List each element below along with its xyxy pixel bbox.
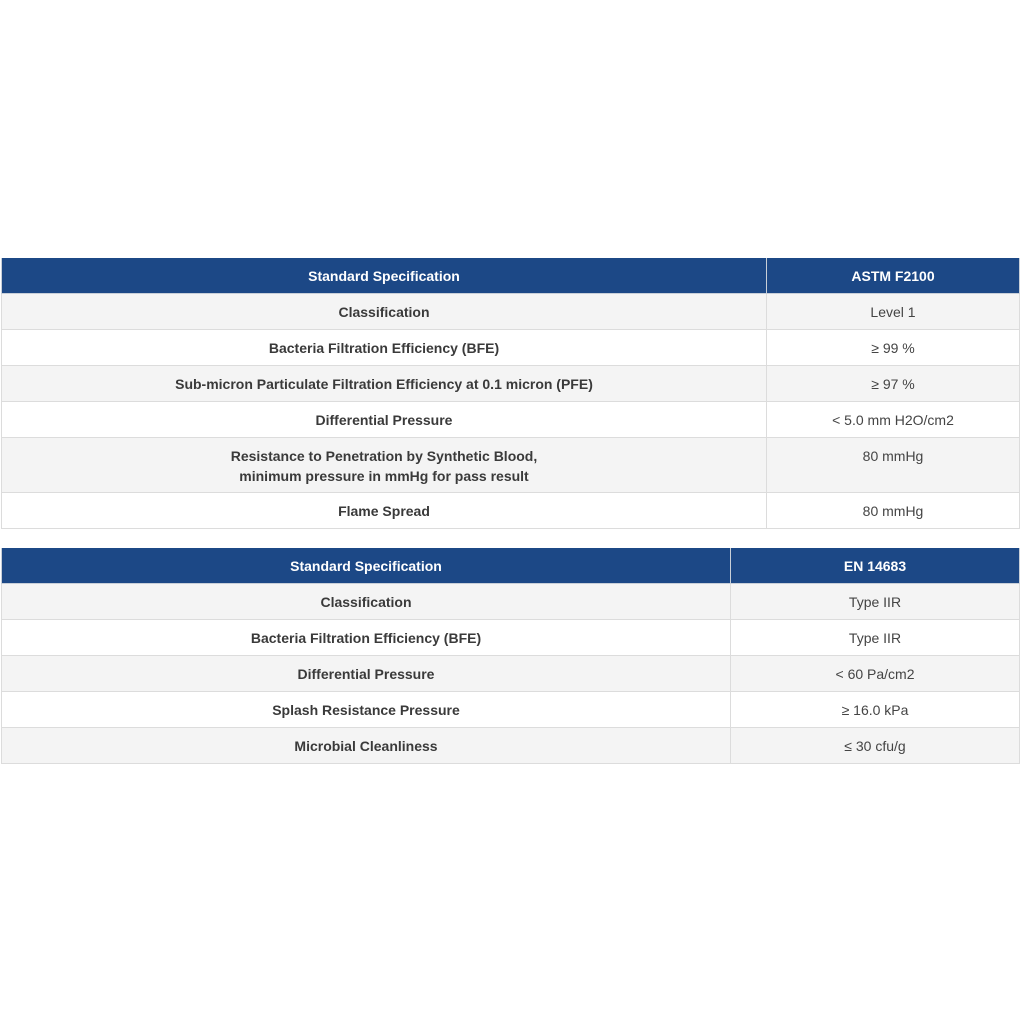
value-splash-resistance: ≥ 16.0 kPa — [731, 692, 1020, 728]
table-row — [2, 656, 1020, 692]
table-row — [2, 294, 1020, 330]
value-flame-spread: 80 mmHg — [767, 493, 1020, 529]
table-row — [2, 728, 1020, 764]
header-astm-f2100: ASTM F2100 — [767, 258, 1020, 294]
en-14683-spec-table — [1, 548, 1020, 764]
param-flame-spread: Flame Spread — [2, 493, 767, 529]
param-splash-resistance: Splash Resistance Pressure — [2, 692, 731, 728]
table-row — [2, 584, 1020, 620]
table-row — [2, 366, 1020, 402]
param-pfe: Sub-micron Particulate Filtration Efficiency at 0.1 micron (PFE) — [2, 366, 767, 402]
table-row — [2, 620, 1020, 656]
table-row — [2, 438, 1020, 493]
param-synthetic-blood-line-2: minimum pressure in mmHg for pass result — [239, 468, 529, 484]
header-en-14683: EN 14683 — [731, 548, 1020, 584]
table-row — [2, 402, 1020, 438]
value-bfe: ≥ 99 % — [767, 330, 1020, 366]
param-microbial-cleanliness: Microbial Cleanliness — [2, 728, 731, 764]
table-row — [2, 330, 1020, 366]
astm-f2100-spec-table — [1, 258, 1020, 529]
param-bfe: Bacteria Filtration Efficiency (BFE) — [2, 620, 731, 656]
header-standard-specification: Standard Specification — [2, 258, 767, 294]
param-synthetic-blood — [2, 438, 767, 493]
value-differential-pressure: < 5.0 mm H2O/cm2 — [767, 402, 1020, 438]
table-header-row — [2, 258, 1020, 294]
param-bfe: Bacteria Filtration Efficiency (BFE) — [2, 330, 767, 366]
param-classification: Classification — [2, 584, 731, 620]
value-microbial-cleanliness: ≤ 30 cfu/g — [731, 728, 1020, 764]
header-standard-specification: Standard Specification — [2, 548, 731, 584]
param-synthetic-blood-line-1: Resistance to Penetration by Synthetic Blood, — [230, 448, 538, 464]
value-bfe: Type IIR — [731, 620, 1020, 656]
value-differential-pressure: < 60 Pa/cm2 — [731, 656, 1020, 692]
table-row — [2, 692, 1020, 728]
param-differential-pressure: Differential Pressure — [2, 402, 767, 438]
param-classification: Classification — [2, 294, 767, 330]
table-header-row — [2, 548, 1020, 584]
value-synthetic-blood: 80 mmHg — [767, 438, 1020, 493]
param-differential-pressure: Differential Pressure — [2, 656, 731, 692]
table-row — [2, 493, 1020, 529]
value-classification: Type IIR — [731, 584, 1020, 620]
value-classification: Level 1 — [767, 294, 1020, 330]
value-pfe: ≥ 97 % — [767, 366, 1020, 402]
